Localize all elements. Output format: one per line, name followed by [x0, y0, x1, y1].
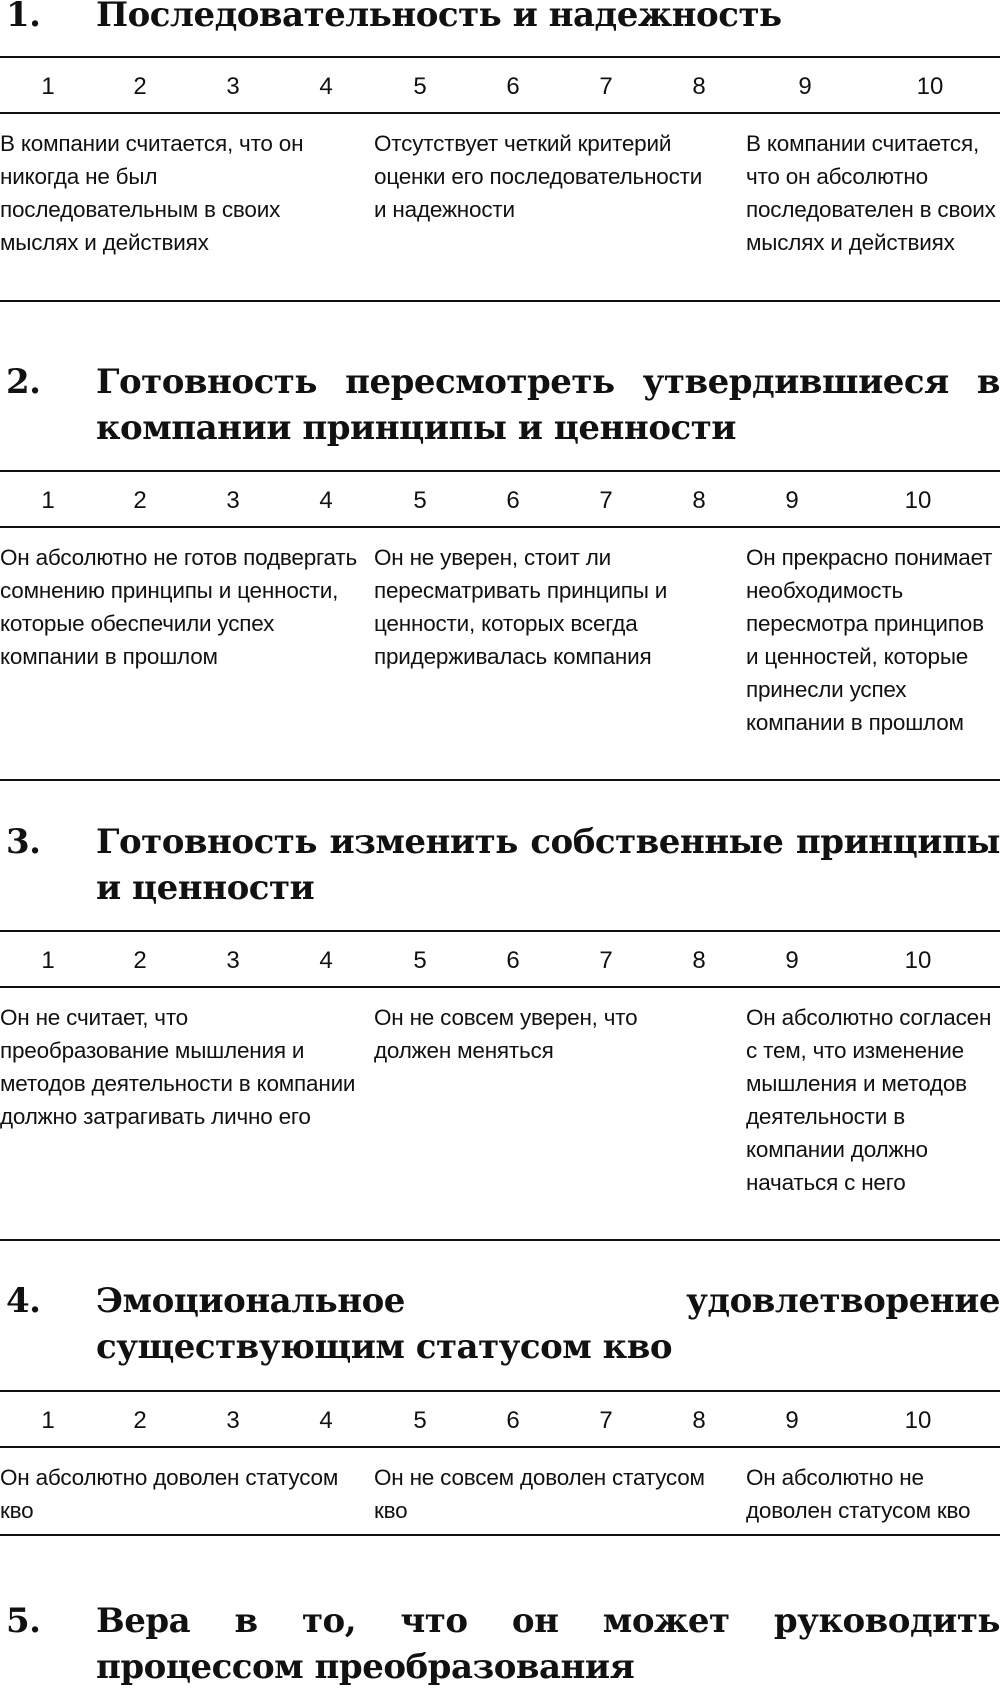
rule-middle [0, 526, 1000, 528]
description-low: Он абсолютно не готов подвергать сомнению принципы и ценности, которые обеспечили успех компании в прошлом [0, 545, 357, 669]
scale-label-7: 7 [599, 1407, 613, 1434]
scale-label-1: 1 [41, 947, 55, 974]
section-heading [0, 359, 1000, 451]
scale-label-6: 6 [506, 1407, 520, 1434]
rule-top [0, 470, 1000, 472]
scale-label-2: 2 [133, 947, 147, 974]
scale-label-7: 7 [599, 947, 613, 974]
section-2 [0, 359, 1000, 451]
section-heading [0, 1598, 1000, 1690]
rule-top [0, 1390, 1000, 1392]
rule-middle [0, 986, 1000, 988]
section-3 [0, 819, 1000, 911]
section-title: Эмоциональное удовлетворение существующим статусом кво [96, 1281, 1000, 1367]
rule-middle [0, 1446, 1000, 1448]
rule-top [0, 56, 1000, 58]
scale-label-6: 6 [506, 487, 520, 514]
section-4 [0, 1278, 1000, 1370]
scale-label-3: 3 [226, 73, 240, 100]
description-mid: Он не уверен, стоит ли пересматривать принципы и ценности, которых всегда придерживалась компания [374, 545, 668, 669]
scale-label-2: 2 [133, 1407, 147, 1434]
description-high: В компании считается, что он абсолютно последователен в своих мыслях и действиях [746, 131, 996, 255]
scale-label-8: 8 [692, 73, 706, 100]
scale-label-1: 1 [41, 73, 55, 100]
section-title: Готовность изменить собственные принципы и ценности [96, 822, 1000, 908]
section-number: 5. [6, 1601, 41, 1641]
description-high: Он абсолютно не доволен статусом кво [746, 1465, 971, 1523]
scale-label-9: 9 [785, 947, 799, 974]
description-low: Он абсолютно доволен статусом кво [0, 1465, 339, 1523]
section-title: Готовность пересмотреть утвердившиеся в компании принципы и ценности [96, 362, 1000, 448]
scale-label-2: 2 [133, 487, 147, 514]
rule-bottom [0, 1534, 1000, 1536]
description-mid: Он не совсем уверен, что должен меняться [374, 1005, 638, 1063]
rule-top [0, 930, 1000, 932]
section-5 [0, 1598, 1000, 1690]
section-title: Последовательность и надежность [96, 0, 782, 35]
scale-label-5: 5 [413, 487, 427, 514]
scale-label-9: 9 [785, 487, 799, 514]
scale-label-4: 4 [319, 1407, 333, 1434]
scale-label-4: 4 [319, 947, 333, 974]
section-1 [0, 0, 1000, 38]
scale-label-1: 1 [41, 1407, 55, 1434]
scale-label-7: 7 [599, 73, 613, 100]
description-high: Он прекрасно понимает необходимость пересмотра принципов и ценностей, которые принесли успех компании в прошлом [746, 545, 993, 735]
scale-label-9: 9 [798, 73, 812, 100]
rating-scale [0, 476, 1000, 526]
scale-label-10: 10 [904, 1407, 932, 1434]
description-mid: Отсутствует четкий критерий оценки его последовательности и надежности [374, 131, 703, 222]
scale-label-1: 1 [41, 487, 55, 514]
scale-label-5: 5 [413, 947, 427, 974]
section-number: 1. [6, 0, 41, 35]
rating-scale [0, 936, 1000, 986]
scale-label-8: 8 [692, 487, 706, 514]
description-mid: Он не совсем доволен статусом кво [374, 1465, 705, 1523]
description-low: В компании считается, что он никогда не был последовательным в своих мыслях и действиях [0, 131, 304, 255]
section-heading [0, 1278, 1000, 1370]
section-number: 4. [6, 1281, 41, 1321]
scale-label-10: 10 [904, 487, 932, 514]
scale-label-9: 9 [785, 1407, 799, 1434]
rule-bottom [0, 300, 1000, 302]
scale-label-10: 10 [916, 73, 944, 100]
section-number: 2. [6, 362, 41, 402]
rule-bottom [0, 779, 1000, 781]
section-title: Вера в то, что он может руководить процессом преобразования [96, 1601, 1000, 1687]
scale-label-10: 10 [904, 947, 932, 974]
description-high: Он абсолютно согласен с тем, что изменение мышления и методов деятельности в компании должно начаться с него [746, 1005, 992, 1195]
section-heading [0, 0, 1000, 38]
section-heading [0, 819, 1000, 911]
section-number: 3. [6, 822, 41, 862]
scale-label-8: 8 [692, 947, 706, 974]
rating-scale [0, 1396, 1000, 1446]
scale-label-3: 3 [226, 947, 240, 974]
scale-label-6: 6 [506, 73, 520, 100]
rating-scale [0, 62, 1000, 112]
rule-middle [0, 112, 1000, 114]
scale-label-4: 4 [319, 487, 333, 514]
scale-label-8: 8 [692, 1407, 706, 1434]
scale-label-4: 4 [319, 73, 333, 100]
rule-bottom [0, 1239, 1000, 1241]
scale-label-2: 2 [133, 73, 147, 100]
scale-label-3: 3 [226, 1407, 240, 1434]
description-low: Он не считает, что преобразование мышления и методов деятельности в компании должно затрагивать лично его [0, 1005, 356, 1129]
scale-label-3: 3 [226, 487, 240, 514]
scale-label-5: 5 [413, 73, 427, 100]
scale-label-7: 7 [599, 487, 613, 514]
scale-label-5: 5 [413, 1407, 427, 1434]
scale-label-6: 6 [506, 947, 520, 974]
